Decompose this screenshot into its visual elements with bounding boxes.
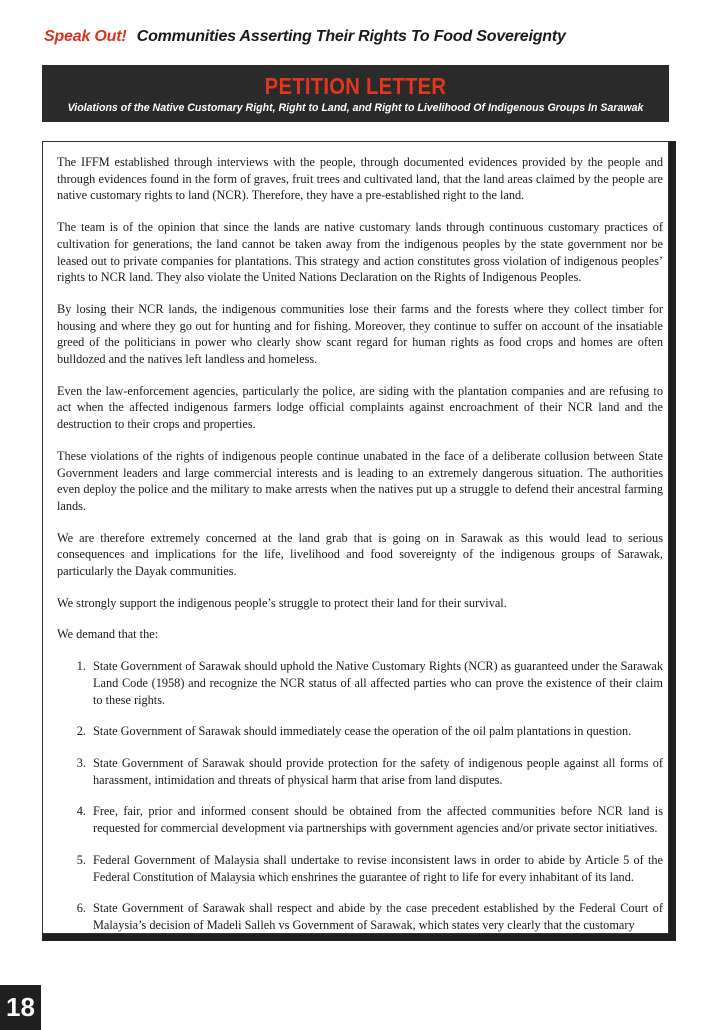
paragraph: These violations of the rights of indigenous people continue unabated in the face of a deliberate collusion between State Government leaders and large commercial interests and is leading to an extremely dangerous situation. The authorities even deploy the police and the military to make arrests when the natives put up a struggle to defend their ancestral farming lands.: [57, 448, 663, 513]
content-frame-shadow: [42, 141, 676, 941]
paragraph: We strongly support the indigenous people’s struggle to protect their land for their survival.: [57, 595, 507, 610]
paragraph: The IFFM established through interviews with the people, through documented evidences provided by the people and through evidences found in the form of graves, fruit trees and cultivated land, that the land areas claimed by the people are native customary rights to land (NCR). Therefore, they have a pre-established right to the land.: [57, 155, 663, 203]
series-title-text: Communities Asserting Their Rights To Food Sovereignty: [136, 28, 566, 45]
series-brand: Speak Out!: [44, 28, 127, 45]
petition-banner: [42, 65, 669, 122]
demand-item: 5. Federal Government of Malaysia shall undertake to revise inconsistent laws in order to abide by Article 5 of the Federal Constitution of Malaysia which enshrines the guarantee of right to life for every inhabitant of its land.: [89, 852, 663, 885]
demand-item: 4. Free, fair, prior and informed consent should be obtained from the affected communities before NCR land is requested for commercial development via partnerships with government agencies and/or private sector initiatives.: [89, 803, 663, 836]
paragraph: Even the law-enforcement agencies, particularly the police, are siding with the plantation companies and are refusing to act when the affected indigenous farmers lodge official complaints against encroachment of their NCR land and the destruction to their crops and properties.: [57, 383, 663, 432]
demand-item: 1. State Government of Sarawak should uphold the Native Customary Rights (NCR) as guaranteed under the Sarawak Land Code (1958) and recognize the NCR status of all affected parties who can prove the existence of their claim to these rights.: [89, 658, 663, 708]
page-number: 18: [0, 985, 41, 1030]
paragraph: By losing their NCR lands, the indigenous communities lose their farms and the forests where they collect timber for housing and where they go out for hunting and for fishing. Moreover, they continue to suffer on account of the insatiable greed of the politicians in power who clearly show scant regard for human rights as food crops and homes are often bulldozed and the natives left landless and homeless.: [57, 301, 663, 367]
series-title: [44, 28, 566, 46]
content-box: [42, 141, 669, 934]
demands-list: [57, 658, 663, 933]
banner-title: PETITION LETTER: [264, 73, 447, 99]
paragraph: The team is of the opinion that since the lands are native customary lands through continuous customary practices of cultivation for generations, the land cannot be taken away from the indigenous peoples by the state government nor be leased out to private companies for plantations. This strategy and action constitutes gross violation of indigenous peoples’ rights to NCR land. They also violate the United Nations Declaration on the Rights of Indigenous Peoples.: [57, 220, 663, 285]
paragraph: We are therefore extremely concerned at the land grab that is going on in Sarawak as this would lead to serious consequences and implications for the life, livelihood and food sovereignty of the indigenous groups of Sarawak, particularly the Dayak communities.: [57, 530, 663, 579]
demand-item: 2. State Government of Sarawak should immediately cease the operation of the oil palm plantations in question.: [89, 723, 663, 740]
paragraph: We demand that the:: [57, 627, 159, 642]
demand-item: 3. State Government of Sarawak should provide protection for the safety of indigenous people against all forms of harassment, intimidation and threats of physical harm that arise from land disputes.: [89, 755, 663, 788]
demand-item: 6. State Government of Sarawak shall respect and abide by the case precedent established by the Federal Court of Malaysia’s decision of Madeli Salleh vs Government of Sarawak, which states very clearly that the customary: [89, 900, 663, 933]
banner-subtitle: Violations of the Native Customary Right, Right to Land, and Right to Livelihood Of Indigenous Groups In Sarawak: [67, 102, 644, 114]
letter-body: [57, 154, 663, 949]
